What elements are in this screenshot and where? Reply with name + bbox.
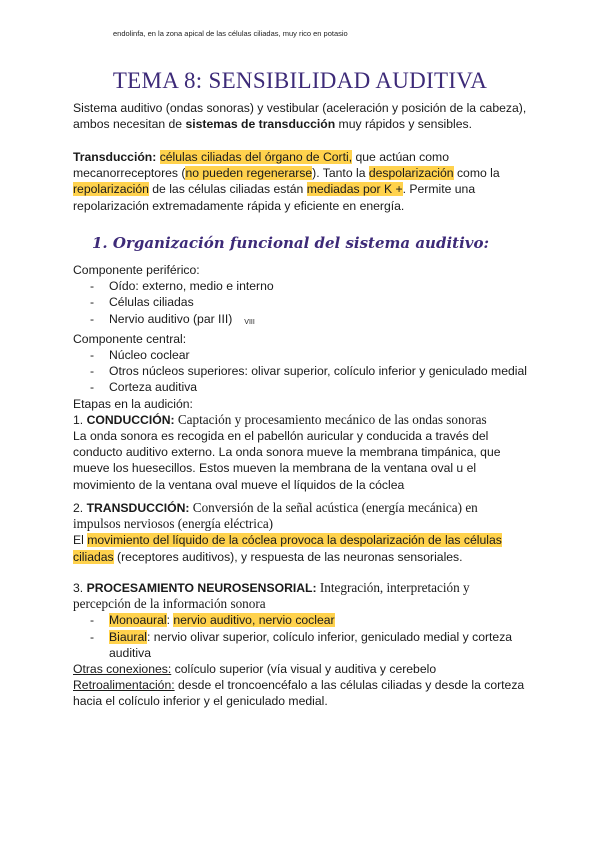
feedback-label: Retroalimentación: <box>73 678 175 693</box>
list-item-text: auditiva <box>109 645 152 660</box>
transduction-text: . Permite una <box>402 182 476 197</box>
list-item <box>73 629 543 661</box>
header-note: endolinfa, en la zona apical de las células ciliadas, muy rico en potasio <box>113 29 348 38</box>
list-item <box>73 294 543 310</box>
other-connections <box>73 661 543 677</box>
highlight-repolarization: repolarización <box>73 182 149 197</box>
list-item <box>73 379 543 395</box>
feedback-line-2: hacia el colículo inferior y el geniculado medial. <box>73 694 328 709</box>
stage3-block <box>73 580 543 710</box>
highlight-cochlea-fluid: movimiento del líquido de la cóclea provoca la despolarización de las células <box>87 533 502 548</box>
highlight-monoaural: Monoaural <box>109 613 167 628</box>
peripheral-label: Componente periférico: <box>73 263 200 277</box>
stage1-heading <box>73 412 543 428</box>
list-item-text: Núcleo coclear <box>109 348 190 363</box>
transduction-text: ). Tanto la <box>312 166 369 181</box>
stage2-text: El <box>73 533 88 548</box>
stage-description: Integración, interpretación y <box>316 580 470 595</box>
stage2-line-1 <box>73 532 543 548</box>
transduction-label: Transducción: <box>73 150 157 164</box>
stage2-text: (receptores auditivos), y respuesta de las neuronas sensoriales. <box>113 549 463 564</box>
nerve-subscript: VIII <box>244 318 255 326</box>
transduction-text: mecanorreceptores ( <box>73 166 186 181</box>
list-item-text: : nervio olivar superior, colículo inferior, geniculado medial y corteza <box>146 629 513 644</box>
transduction-line-1 <box>73 149 543 165</box>
list-item <box>73 278 543 294</box>
section-heading: 1. Organización funcional del sistema auditivo: <box>92 234 490 252</box>
stage2-description-2: impulsos nerviosos (energía eléctrica) <box>73 516 274 532</box>
intro-paragraph <box>73 100 543 132</box>
stage-label: CONDUCCIÓN: <box>86 412 175 427</box>
list-item-text: Células ciliadas <box>109 295 194 310</box>
transduction-line-3 <box>73 181 543 197</box>
components-block <box>73 262 543 493</box>
stage-label: TRANSDUCCIÓN: <box>86 501 190 515</box>
feedback-text: desde el troncoencéfalo a las células ciliadas y desde la corteza <box>174 678 525 693</box>
intro-bold: sistemas de transducción <box>185 117 336 132</box>
list-item <box>73 347 543 363</box>
other-connections-text: colículo superior (vía visual y auditiva y cerebelo <box>171 662 437 677</box>
stage1-line: La onda sonora es recogida en el pabellón auricular y conducida a través del <box>73 429 489 444</box>
list-item <box>73 311 543 331</box>
stage2-heading <box>73 500 543 516</box>
highlight-no-regenerate: no pueden regenerarse <box>185 166 313 181</box>
intro-text: ambos necesitan de <box>73 117 186 132</box>
highlight-potassium: mediadas por K + <box>306 182 403 197</box>
transduction-line-4: repolarización extremadamente rápida y eficiente en energía. <box>73 198 405 213</box>
stage1-line: movimiento de la ventana oval mueve el líquidos de la cóclea <box>73 477 405 492</box>
stage2-block <box>73 500 543 565</box>
intro-line-1: Sistema auditivo (ondas sonoras) y vestibular (aceleración y posición de la cabeza), <box>73 101 527 115</box>
list-item-text: : <box>166 613 174 628</box>
stage-label: PROCESAMIENTO NEUROSENSORIAL: <box>86 581 317 595</box>
other-connections-label: Otras conexiones: <box>73 662 172 677</box>
highlight-biaural: Biaural <box>109 629 147 644</box>
stage-description: Conversión de la señal acústica (energía mecánica) en <box>189 500 478 515</box>
stage2-line-2 <box>73 549 543 565</box>
stage-number: 1. <box>73 412 87 427</box>
stage1-line: mueve los huesecillos. Estos mueven la membrana de la ventana oval u el <box>73 461 477 476</box>
list-item-text: Corteza auditiva <box>109 380 198 395</box>
stages-label: Etapas en la audición: <box>73 396 193 411</box>
highlight-ciliated-cells: células ciliadas del órgano de Corti, <box>159 150 353 164</box>
transduction-text: de las células ciliadas están <box>148 182 307 197</box>
transduction-line-2 <box>73 165 543 181</box>
transduction-text: como la <box>453 166 500 181</box>
highlight-ciliadas: ciliadas <box>73 549 114 564</box>
transduction-text: que actúan como <box>352 150 449 164</box>
stage-number: 3. <box>73 581 87 595</box>
intro-line-2 <box>73 116 543 132</box>
highlight-monoaural-text: nervio auditivo, nervio coclear <box>173 613 335 628</box>
stage3-heading <box>73 580 543 596</box>
page-title: TEMA 8: SENSIBILIDAD AUDITIVA <box>112 68 488 93</box>
stage1-line: conducto auditivo externo. La onda sonora mueve la membrana timpánica, que <box>73 445 501 460</box>
list-item-text: Nervio auditivo (par III) <box>109 311 233 326</box>
list-item <box>73 612 543 628</box>
stage-description: Captación y procesamiento mecánico de las ondas sonoras <box>174 411 487 427</box>
highlight-depolarization: despolarización <box>368 166 454 181</box>
stage3-list <box>73 612 543 661</box>
central-label: Componente central: <box>73 331 187 346</box>
list-item <box>73 363 543 379</box>
list-item-text: Oído: externo, medio e interno <box>109 279 274 294</box>
feedback-line-1 <box>73 677 543 693</box>
transduction-paragraph <box>73 149 543 214</box>
stage3-description-2: percepción de la información sonora <box>73 596 266 612</box>
intro-text-end: muy rápidos y sensibles. <box>335 117 473 132</box>
stage-number: 2. <box>73 501 87 515</box>
list-item-text: Otros núcleos superiores: olivar superior, colículo inferior y geniculado medial <box>109 364 527 379</box>
central-list <box>73 347 543 396</box>
peripheral-list <box>73 278 543 331</box>
